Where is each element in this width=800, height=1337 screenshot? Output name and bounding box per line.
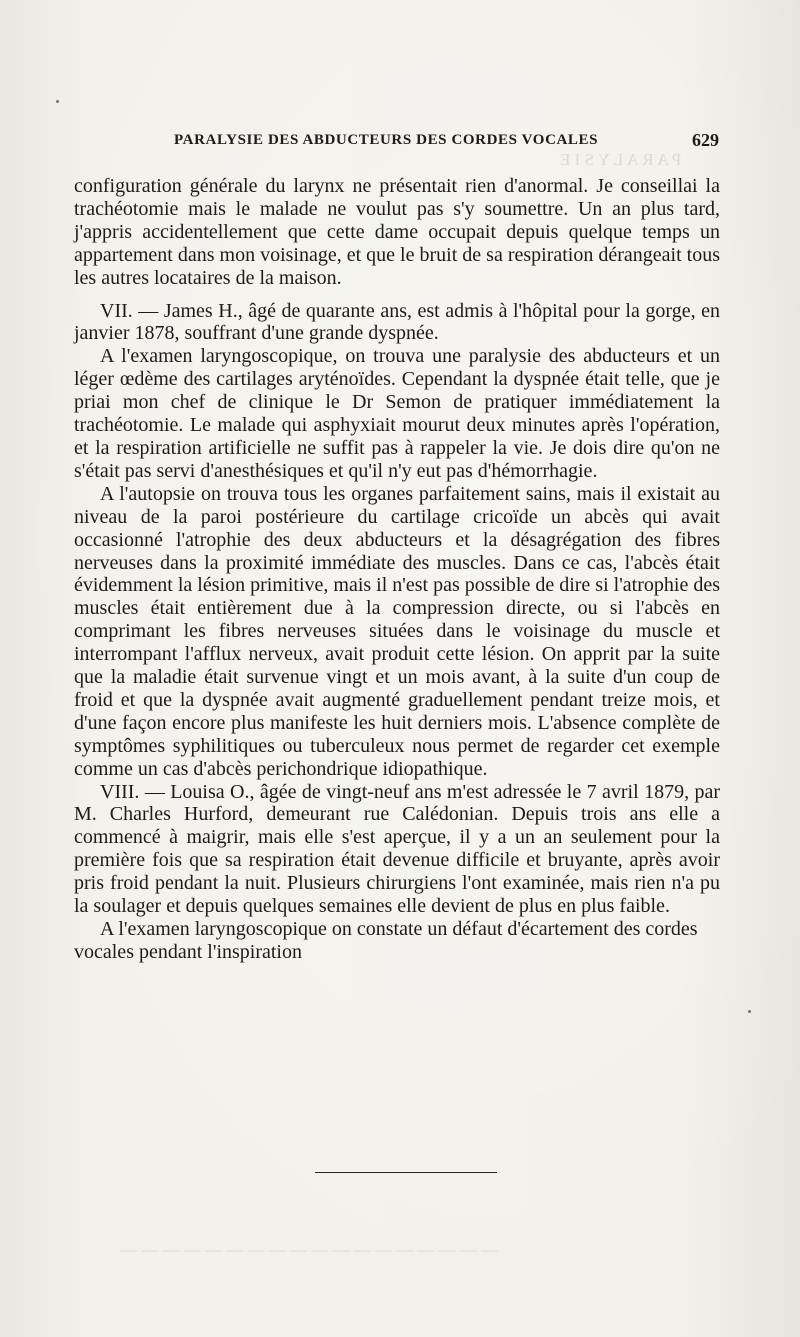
case-vii-exam: A l'examen laryngoscopique, on trouva une paralysie des abducteurs et un léger œdème des cartilages aryténoïdes. Cependant la dyspnée était telle, que je priai mon chef de clinique le Dr Semon de pratiquer immédiatement la trachéotomie. Le malade qui asphyxiait mourut deux minutes après l'opération, et la respiration artificielle ne suffit pas à rappeler la vie. Je dois dire qu'on ne s'était pas servi d'anesthésiques et qu'il n'y eut pas d'hémorrhagie. <box>74 345 720 482</box>
body-text <box>74 175 720 964</box>
case-viii-intro: VIII. — Louisa O., âgée de vingt-neuf ans m'est adressée le 7 avril 1879, par M. Charles Hurford, demeurant rue Calédonian. Depuis trois ans elle a commencé à maigrir, mais elle s'est aperçue, il y a un an seulement pour la première fois que sa respiration était devenue difficile et bruyante, après avoir pris froid pendant la nuit. Plusieurs chirurgiens l'ont examinée, mais rien n'a pu la soulager et depuis quelques semaines elle devient de plus en plus faible. <box>74 780 720 918</box>
paper-speck <box>56 100 59 103</box>
running-header <box>174 132 719 158</box>
show-through-texture: P A R A L Y S I E <box>560 150 682 169</box>
case-viii-exam: A l'examen laryngoscopique on constate un défaut d'écartement des cordes vocales pendant l'inspiration <box>74 918 698 963</box>
paragraph-continuation: configuration générale du larynx ne présentait rien d'anormal. Je conseillai la trachéotomie mais le malade ne voulut pas s'y soumettre. Un an plus tard, j'appris accidentellement que cette dame occupait depuis quelque temps un appartement dans mon voisinage, et que le bruit de sa respiration dérangeait tous les autres locataires de la maison. <box>74 175 720 289</box>
paper-speck <box>748 1010 751 1013</box>
running-title: PARALYSIE DES ABDUCTEURS DES CORDES VOCALES <box>174 132 599 148</box>
case-vii-autopsy: A l'autopsie on trouva tous les organes parfaitement sains, mais il existait au niveau de la paroi postérieure du cartilage cricoïde un abcès qui avait occasionné l'atrophie des deux abducteurs et la désagrégation des fibres nerveuses dans la proximité immédiate des muscles. Dans ce cas, l'abcès était évidemment la lésion primitive, mais il n'est pas possible de dire si l'atrophie des muscles était entièrement due à la compression directe, ou si l'abcès en comprimant les fibres nerveuses situées dans le voisinage du muscle et interrompant l'afflux nerveux, avait produit cette lésion. On apprit par la suite que la maladie était survenue vingt et un mois avant, à la suite d'un coup de froid et que la dyspnée avait augmenté graduellement pendant treize mois, et d'une façon encore plus manifeste les huit derniers mois. L'absence complète de symptômes syphilitiques ou tuberculeux nous permet de regarder cet exemple comme un cas d'abcès perichondrique idiopathique. <box>74 482 720 780</box>
footnote-rule <box>315 1172 497 1173</box>
page-number: 629 <box>692 130 719 150</box>
case-vii-intro: VII. — James H., âgé de quarante ans, est admis à l'hôpital pour la gorge, en janvier 1878, souffrant d'une grande dyspnée. <box>74 299 720 345</box>
show-through-texture: — — — — — — — — — — — — — — — — — — <box>120 1240 499 1259</box>
